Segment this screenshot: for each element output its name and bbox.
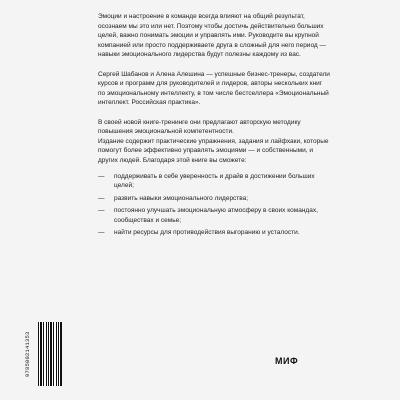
bullet-dash: — <box>98 194 105 202</box>
paragraph-authors: Сергей Шабанов и Алена Алешина — успешные бизнес-тренеры, создатели курсов и программ для руководителей и лидеров, авторы нескольких книг по эмоциональному интеллекту, в том числе бестселлера «Эмоциональный интеллект. Российская практика». <box>98 70 330 107</box>
list-item-text: постоянно улучшать эмоциональную атмосферу в своих командах, сообществах и семье; <box>114 207 318 224</box>
list-item <box>98 172 330 191</box>
list-item-text: найти ресурсы для противодействия выгоранию и усталости. <box>114 229 300 237</box>
list-item <box>98 206 330 225</box>
bullet-dash: — <box>98 172 105 180</box>
paragraph-contents: Издание содержит практические упражнения, задания и лайфхаки, которые помогут более эффективно управлять эмоциями — и собственными, и других людей. Благодаря этой книге вы сможете: <box>98 137 329 164</box>
list-item-text: развить навыки эмоционального лидерства; <box>114 194 249 202</box>
publisher-logo: МИФ <box>275 356 299 366</box>
bullet-dash: — <box>98 207 105 215</box>
paragraph-intro: Эмоции и настроение в команде всегда влияют на общий результат, осознаем мы это или нет. Поэтому чтобы достичь действительно больших целей, важно понимать эмоции и управлять ими. Руководите вы крупной компанией или просто поддерживаете друга в сложный для него период — навыки эмоционального лидерства будут полезны каждому из вас. <box>98 13 327 59</box>
list-item-text: поддерживать в себе уверенность и драйв в достижении больших целей; <box>114 172 315 190</box>
barcode-icon <box>38 322 62 386</box>
paragraph-new-book: В своей новой книге-тренинге они предлагают авторскую методику повышения эмоциональной компетентности. <box>98 118 301 136</box>
list-item <box>98 194 330 204</box>
description-block <box>98 12 330 241</box>
benefits-list <box>98 172 330 239</box>
bullet-dash: — <box>98 229 105 237</box>
isbn-number: 9785002141353 <box>24 331 31 377</box>
list-item <box>98 228 330 238</box>
